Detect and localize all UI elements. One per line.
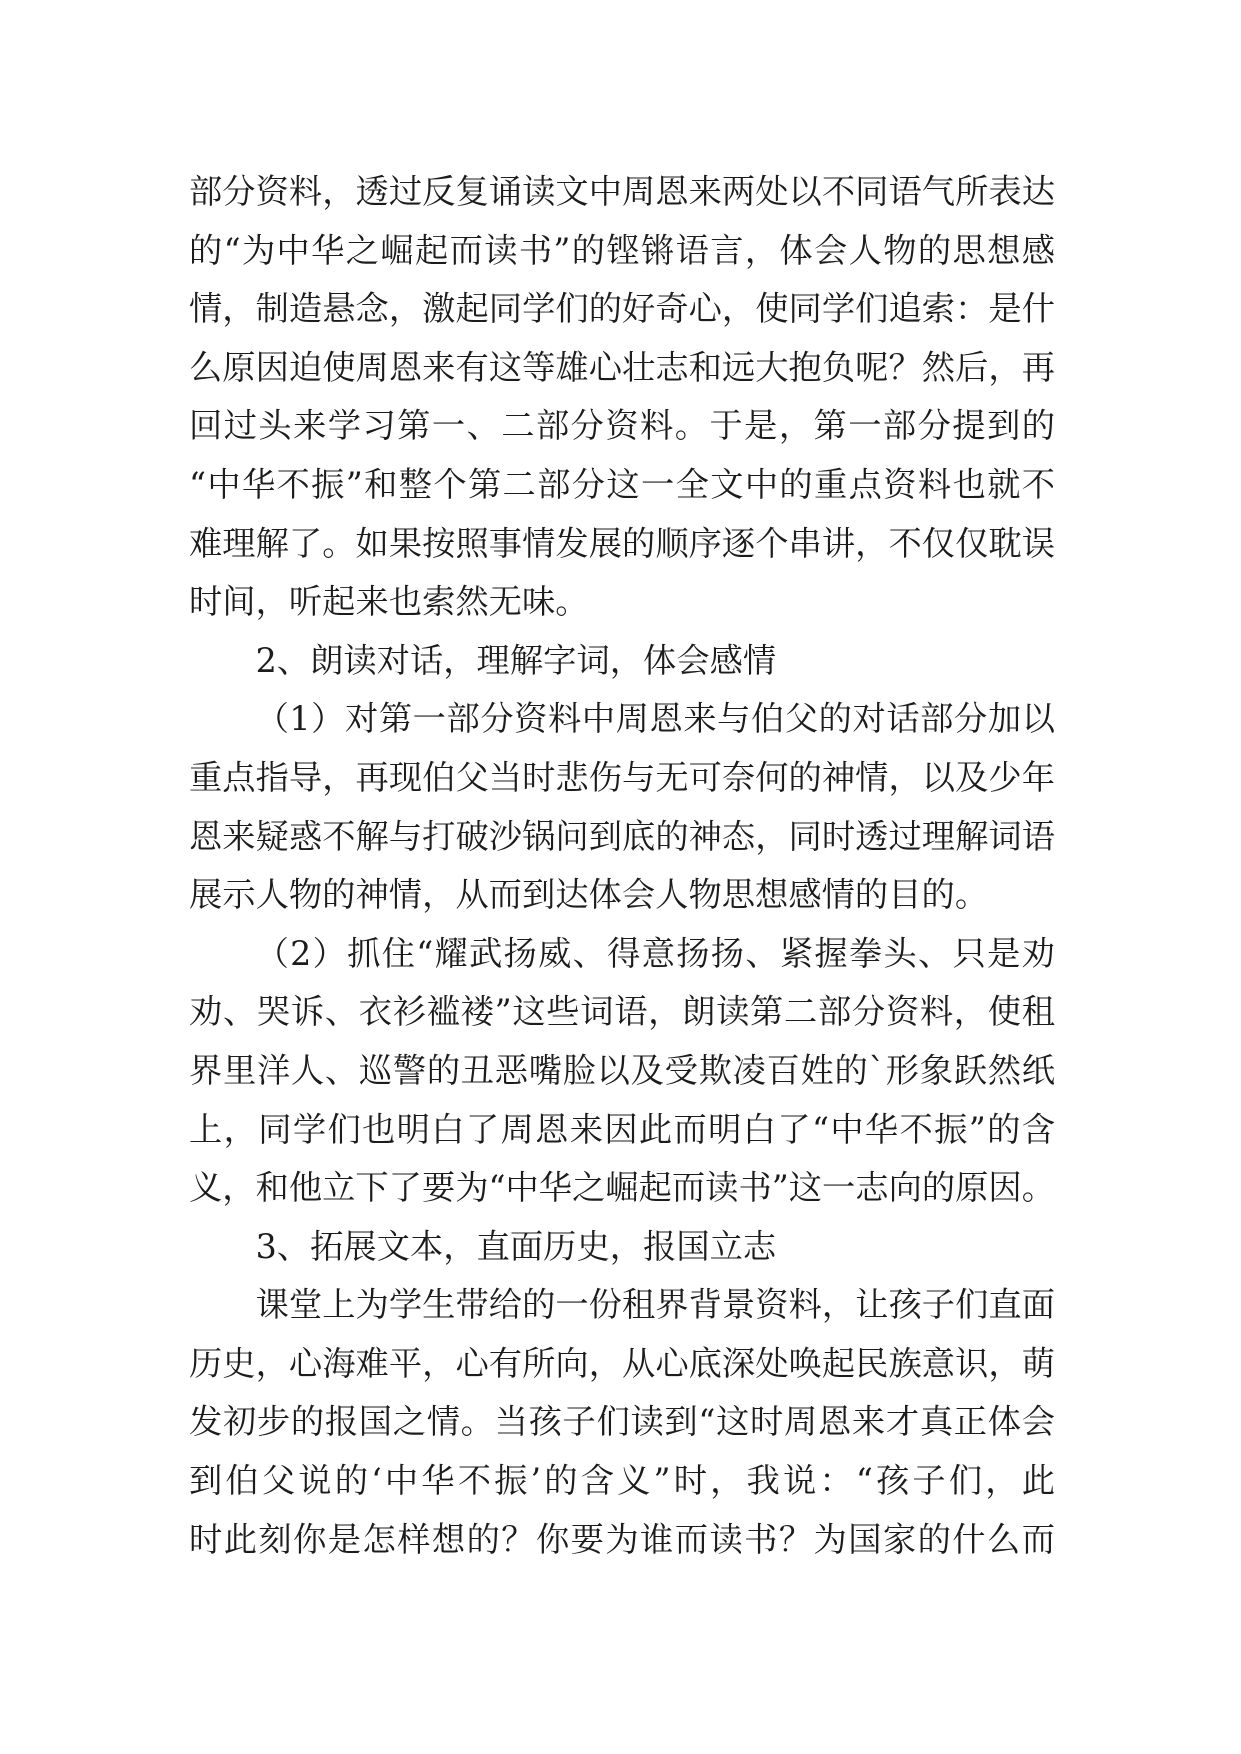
body-paragraph: [189, 1276, 1059, 1569]
body-paragraph: [189, 925, 1055, 1218]
text-line: （2）抓住“耀武扬威、得意扬扬、紧握拳头、只是劝: [255, 933, 1057, 973]
section-heading: [189, 632, 1055, 691]
text-line: 3、拓展文本，直面历史，报国立志: [255, 1226, 777, 1266]
text-line: 义，和他立下了要为“中华之崛起而读书”这一志向的原因。: [189, 1168, 1055, 1208]
text-line: 展示人物的神情，从而到达体会人物思想感情的目的。: [189, 875, 989, 915]
text-line: 时间，听起来也索然无味。: [189, 582, 589, 622]
text-line: 重点指导，再现伯父当时悲伤与无可奈何的神情，以及少年: [189, 757, 1056, 797]
text-line: 情，制造悬念，激起同学们的好奇心，使同学们追索：是什: [189, 289, 1056, 329]
text-line: 发初步的报国之情。当孩子们读到“这时周恩来才真正体会: [189, 1402, 1056, 1442]
text-line: 回过头来学习第一、二部分资料。于是，第一部分提到的: [189, 406, 1057, 446]
text-line: “中华不振”和整个第二部分这一全文中的重点资料也就不: [189, 464, 1057, 504]
text-line: 的“为中华之崛起而读书”的铿锵语言，体会人物的思想感: [189, 230, 1057, 270]
text-line: 部分资料，透过反复诵读文中周恩来两处以不同语气所表达: [189, 172, 1056, 211]
text-line: 么原因迫使周恩来有这等雄心壮志和远大抱负呢？然后，再: [189, 347, 1056, 387]
body-paragraph: [189, 163, 1055, 632]
text-line: 难理解了。如果按照事情发展的顺序逐个串讲，不仅仅耽误: [189, 523, 1056, 563]
body-paragraph: [189, 690, 1055, 924]
text-line: 历史，心海难平，心有所向，从心底深处唤起民族意识，萌: [189, 1343, 1056, 1383]
text-line: 时此刻你是怎样想的？你要为谁而读书？为国家的什么而: [189, 1519, 1057, 1559]
text-line: 2、朗读对话，理解字词，体会感情: [255, 640, 777, 680]
text-line: 课堂上为学生带给的一份租界背景资料，让孩子们直面: [255, 1285, 1056, 1325]
text-line: 到伯父说的‘中华不振’的含义”时，我说：“孩子们，此: [189, 1461, 1059, 1501]
document-body: [189, 163, 1059, 1569]
text-line: 劝、哭诉、衣衫褴褛”这些词语，朗读第二部分资料，使租: [189, 992, 1056, 1032]
section-heading: [189, 1218, 1055, 1277]
text-line: 界里洋人、巡警的丑恶嘴脸以及受欺凌百姓的`形象跃然纸: [189, 1050, 1056, 1090]
text-line: 恩来疑惑不解与打破沙锅问到底的神态，同时透过理解词语: [189, 816, 1056, 856]
text-line: 上，同学们也明白了周恩来因此而明白了“中华不振”的含: [189, 1109, 1057, 1149]
text-line: （1）对第一部分资料中周恩来与伯父的对话部分加以: [255, 699, 1056, 739]
